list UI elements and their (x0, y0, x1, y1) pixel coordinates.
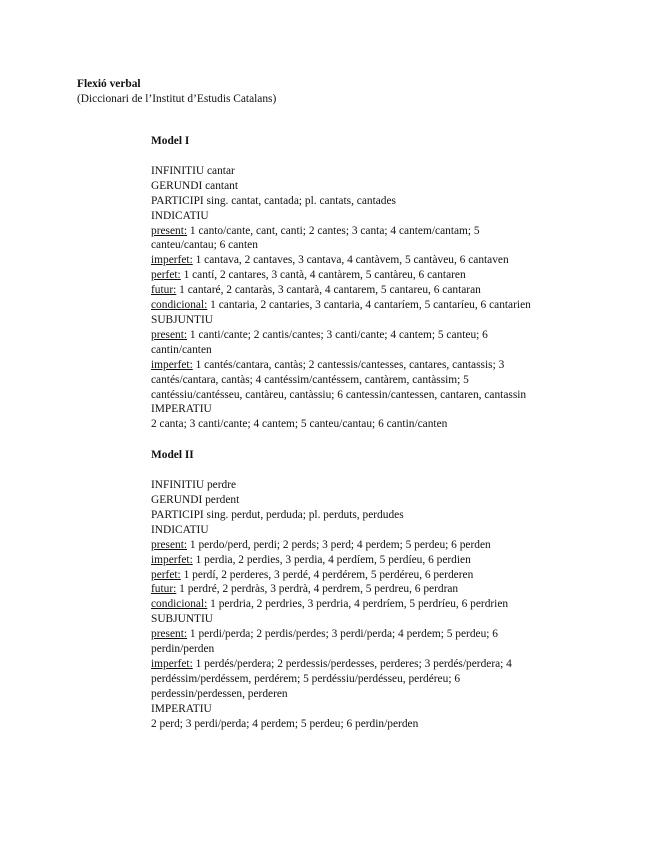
tense-forms: 1 cantés/cantara, cantàs; 2 cantessis/cantesses, cantares, cantassis; 3 (192, 358, 505, 371)
model-2-participi: PARTICIPI sing. perdut, perduda; pl. perduts, perdudes (151, 508, 404, 521)
model-1-indicatiu-heading: INDICATIU (151, 209, 209, 222)
conjugation-content (151, 134, 571, 732)
model-1-imperatiu-heading: IMPERATIU (151, 403, 212, 416)
tense-forms: 1 cantaria, 2 cantaries, 3 cantaria, 4 cantaríem, 5 cantaríeu, 6 cantarien (207, 299, 531, 312)
tense-label: present: (151, 628, 188, 641)
tense-label: condicional: (151, 299, 208, 312)
model-1-gerundi: GERUNDI cantant (151, 179, 238, 192)
model-2-imperatiu-forms: 2 perd; 3 perdi/perda; 4 perdem; 5 perdeu; 6 perdin/perden (151, 717, 419, 730)
model-1-sub-present (151, 328, 571, 343)
model-2-gerundi: GERUNDI perdent (151, 494, 240, 507)
model-2-sub-present-cont: perdin/perden (151, 643, 215, 656)
model-1-ind-imperfet (151, 253, 571, 268)
model-1-sub-present-cont: cantin/canten (151, 343, 212, 356)
tense-label: futur: (151, 284, 177, 297)
model-2-ind-condicional (151, 597, 571, 612)
model-1-ind-condicional (151, 298, 571, 313)
model-2-indicatiu-heading: INDICATIU (151, 523, 209, 536)
model-2-sub-present (151, 627, 571, 642)
model-1-sub-imperfet (151, 358, 571, 373)
tense-label: perfet: (151, 269, 181, 282)
tense-forms: 1 perdré, 2 perdràs, 3 perdrà, 4 perdrem, 5 perdreu, 6 perdran (176, 583, 459, 596)
tense-forms: 1 canto/cante, cant, canti; 2 cantes; 3 canta; 4 cantem/cantam; 5 (187, 224, 480, 237)
tense-forms: 1 cantava, 2 cantaves, 3 cantava, 4 cantàvem, 5 cantàveu, 6 cantaven (192, 254, 509, 267)
model-1-sub-imperfet-cont-1: cantés/cantara, cantàs; 4 cantéssim/cantéssem, cantàrem, cantàssim; 5 (151, 373, 469, 386)
tense-label: imperfet: (151, 358, 193, 371)
tense-forms: 1 perdés/perdera; 2 perdessis/perdesses, perderes; 3 perdés/perdera; 4 (192, 658, 512, 670)
tense-label: imperfet: (151, 254, 193, 267)
tense-forms: 1 perdi/perda; 2 perdis/perdes; 3 perdi/perda; 4 perdem; 5 perdeu; 6 (187, 628, 498, 641)
model-2-subjuntiu-heading: SUBJUNTIU (151, 613, 214, 626)
model-1-participi: PARTICIPI sing. cantat, cantada; pl. cantats, cantades (151, 194, 396, 207)
tense-forms: 1 perdia, 2 perdies, 3 perdia, 4 perdíem, 5 perdíeu, 6 perdien (192, 553, 471, 566)
tense-label: imperfet: (151, 658, 193, 670)
model-2-ind-present (151, 538, 571, 553)
model-2-infinitiu: INFINITIU perdre (151, 479, 237, 492)
tense-label: present: (151, 328, 188, 341)
model-2-imperatiu-heading: IMPERATIU (151, 702, 212, 715)
model-2-sub-imperfet-cont-1: perdéssim/perdéssem, perdérem; 5 perdéssiu/perdésseu, perdéreu; 6 (151, 672, 461, 685)
model-1-ind-present-cont: canteu/cantau; 6 canten (151, 239, 258, 252)
model-1-ind-perfet (151, 268, 571, 283)
tense-forms: 1 perdria, 2 perdries, 3 perdria, 4 perdríem, 5 perdríeu, 6 perdrien (207, 598, 509, 611)
model-2-ind-futur (151, 582, 571, 597)
tense-label: present: (151, 224, 188, 237)
model-1-infinitiu: INFINITIU cantar (151, 164, 235, 177)
model-1-section (151, 134, 571, 432)
model-1-subjuntiu-heading: SUBJUNTIU (151, 313, 214, 326)
tense-forms: 1 canti/cante; 2 cantis/cantes; 3 canti/cante; 4 cantem; 5 canteu; 6 (187, 328, 488, 341)
tense-label: perfet: (151, 568, 181, 581)
model-1-ind-present (151, 224, 571, 239)
tense-label: present: (151, 538, 188, 551)
tense-label: futur: (151, 583, 177, 596)
document-header (77, 77, 597, 107)
model-2-ind-imperfet (151, 553, 571, 568)
tense-forms: 1 cantí, 2 cantares, 3 cantà, 4 cantàrem, 5 cantàreu, 6 cantaren (180, 269, 466, 282)
model-2-ind-perfet (151, 568, 571, 583)
model-2-title: Model II (151, 449, 194, 462)
tense-forms: 1 cantaré, 2 cantaràs, 3 cantarà, 4 cantarem, 5 cantareu, 6 cantaran (176, 284, 481, 297)
model-2-sub-imperfet-cont-2: perdessin/perdessen, perderen (151, 687, 288, 700)
model-1-ind-futur (151, 283, 571, 298)
tense-forms: 1 perdo/perd, perdi; 2 perds; 3 perd; 4 perdem; 5 perdeu; 6 perden (187, 538, 491, 551)
model-1-imperatiu-forms: 2 canta; 3 canti/cante; 4 cantem; 5 canteu/cantau; 6 cantin/canten (151, 418, 448, 431)
model-2-section (151, 448, 571, 731)
model-1-sub-imperfet-cont-2: cantéssiu/cantésseu, cantàreu, cantàssiu; 6 cantessin/cantessen, cantaren, cantassin (151, 388, 527, 401)
document-title: Flexió verbal (77, 78, 141, 90)
tense-label: condicional: (151, 598, 208, 611)
document-subtitle: (Diccionari de l’Institut d’Estudis Catalans) (77, 92, 277, 105)
tense-forms: 1 perdí, 2 perderes, 3 perdé, 4 perdérem, 5 perdéreu, 6 perderen (180, 568, 474, 581)
model-1-title: Model I (151, 135, 190, 147)
tense-label: imperfet: (151, 553, 193, 566)
model-2-sub-imperfet (151, 657, 571, 672)
